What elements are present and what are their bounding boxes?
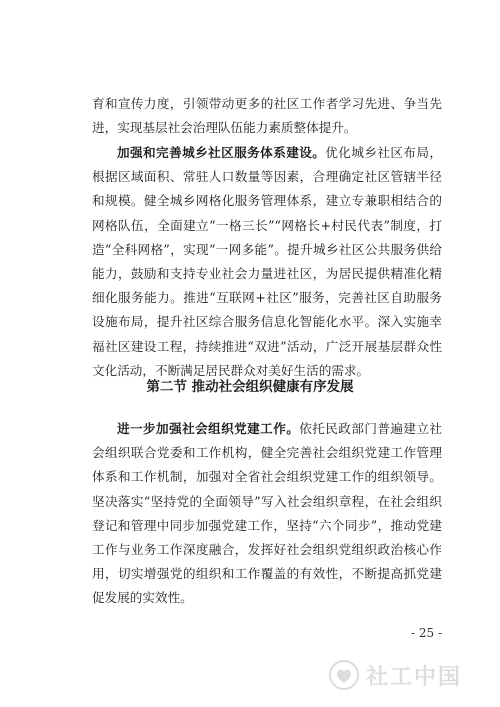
paragraph-party-building — [92, 417, 442, 611]
page-number: - 25 - — [410, 626, 442, 640]
paragraph-text: 优化城乡社区布局，根据区域面积、常驻人口数量等因素，合理确定社区管辖半径和规模。健全城乡网格化服务管理体系，建立专兼职相结合的网格队伍，全面建立“一格三长”“网格长+村民代表”制度，打造“全科网格”，实现“一网多能”。提升城乡社区公共服务供给能力，鼓励和支持专业社会力量进社区，为居民提供精准化精细化服务能力。推进“互联网+社区”服务，完善社区自助服务设施布局，提升社区综合服务信息化智能化水平。深入实施幸福社区建设工程，持续推进“双进”活动，广泛开展基层群众性文化活动，不断满足居民群众对美好生活的需求。 — [92, 145, 443, 378]
watermark-text: 社工中国 — [366, 664, 463, 690]
paragraph-text: 育和宣传力度，引领带动更多的社区工作者学习先进、争当先进，实现基层社会治理队伍能力素质整体提升。 — [92, 96, 442, 136]
section-heading: 第二节 推动社会组织健康有序发展 — [146, 379, 354, 395]
paragraph-text: 依托民政部门普遍建立社会组织联合党委和工作机构，健全完善社会组织党建工作管理体系和工作机制，加强对全省社会组织党建工作的组织领导。坚决落实“坚持党的全面领导”写入社会组织章程，在社会组织登记和管理中同步加强党建工作，坚持“六个同步”，推动党建工作与业务工作深度融合，发挥好社会组织党组织政治核心作用，切实增强党的组织和工作覆盖的有效性，不断提高抓党建促发展的实效性。 — [92, 421, 443, 606]
handshake-heart-icon — [328, 659, 360, 691]
paragraph-lead: 加强和完善城乡社区服务体系建设。 — [117, 145, 326, 160]
paragraph-continuation — [92, 92, 442, 140]
watermark-logo — [328, 658, 478, 692]
paragraph-community-service — [92, 141, 442, 383]
paragraph-lead: 进一步加强社会组织党建工作。 — [117, 421, 300, 436]
